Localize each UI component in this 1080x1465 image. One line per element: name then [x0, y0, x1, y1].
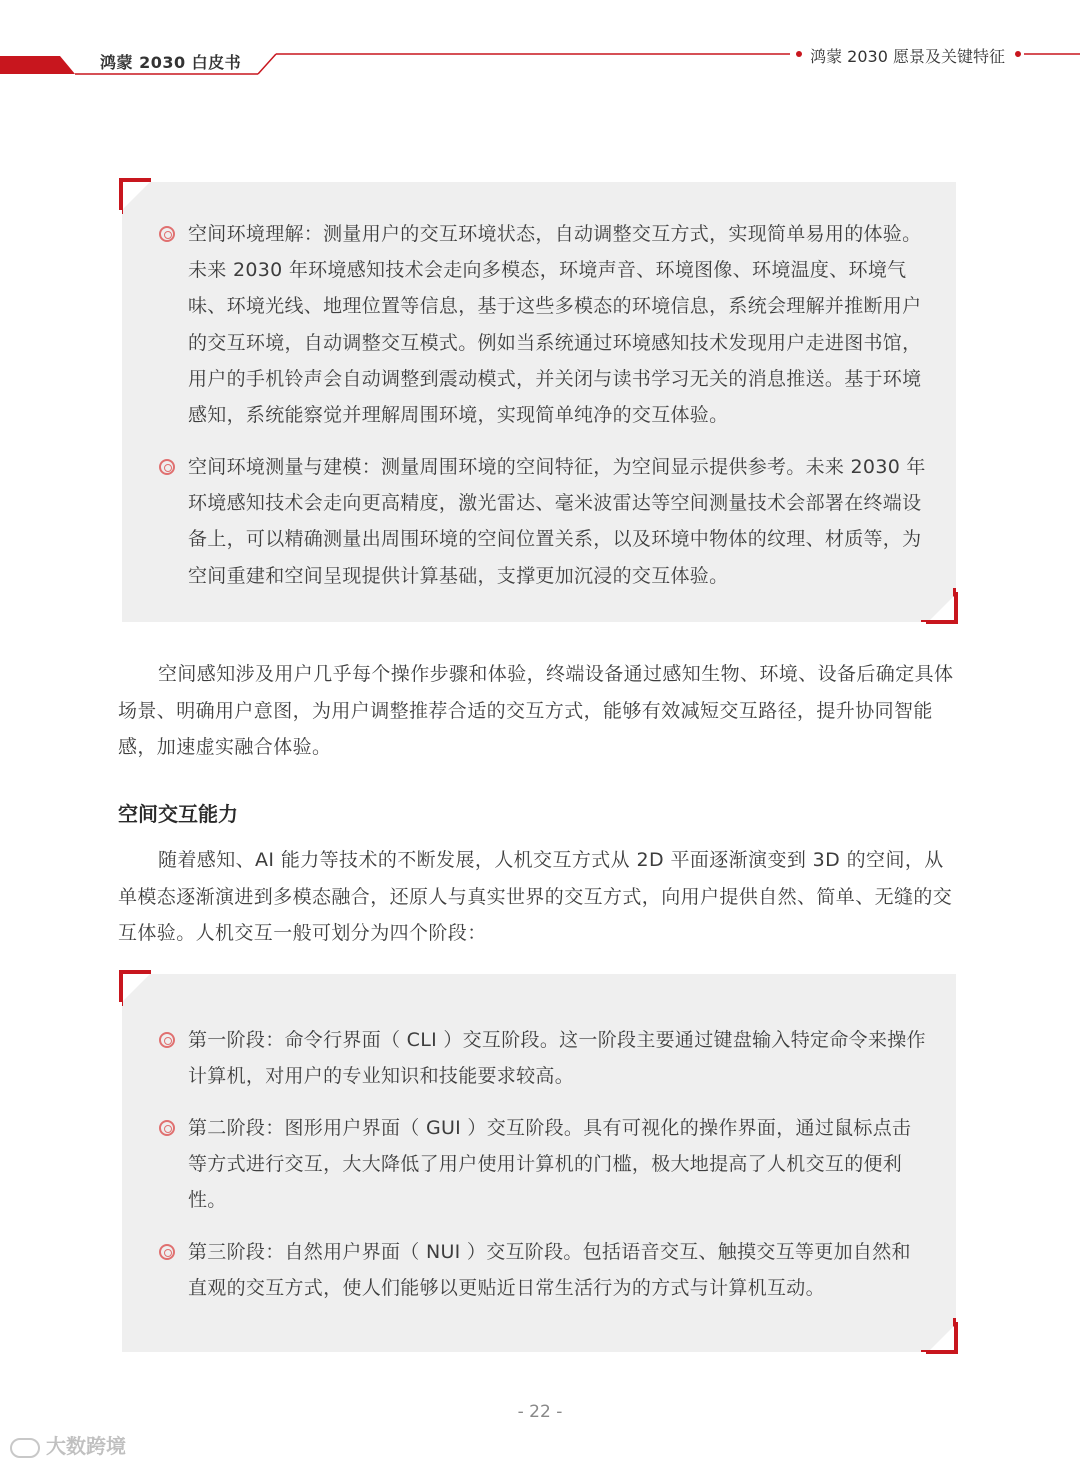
box-corner-bottom-right [926, 592, 958, 624]
watermark-logo-icon [10, 1438, 40, 1458]
body-paragraph: 空间感知涉及用户几乎每个操作步骤和体验，终端设备通过感知生物、环境、设备后确定具体场景、明确用户意图，为用户调整推荐合适的交互方式，能够有效减短交互路径，提升协同智能感，加速虚实融合体验。 [118, 663, 954, 758]
bullet-icon [159, 459, 175, 475]
watermark [10, 1430, 126, 1459]
bullet-icon [159, 1244, 175, 1260]
list-item: 空间环境理解：测量用户的交互环境状态，自动调整交互方式，实现简单易用的体验。未来 2030 年环境感知技术会走向多模态，环境声音、环境图像、环境温度、环境气味、环境光线、地理位置等信息，基于这些多模态的环境信息，系统会理解并推断用户的交互环境，自动调整交互模式。例如当系统通过环境感知技术发现用户走进图书馆，用户的手机铃声会自动调整到震动模式，并关闭与读书学习无关的消息推送。基于环境感知，系统能察觉并理解周围环境，实现简单纯净的交互体验。 [188, 223, 922, 427]
header-right-title: 鸿蒙 2030 愿景及关键特征 [810, 47, 1005, 66]
bullet-icon [159, 1120, 175, 1136]
section-heading: 空间交互能力 [118, 802, 238, 826]
box-corner-bottom-right [926, 1322, 958, 1354]
box-corner-top-left [119, 970, 151, 1002]
list-item: 第二阶段：图形用户界面（ GUI ）交互阶段。具有可视化的操作界面，通过鼠标点击等方式进行交互，大大降低了用户使用计算机的门槛，极大地提高了人机交互的便利性。 [188, 1117, 912, 1212]
body-paragraph: 随着感知、AI 能力等技术的不断发展，人机交互方式从 2D 平面逐渐演变到 3D 的空间，从单模态逐渐演进到多模态融合，还原人与真实世界的交互方式，向用户提供自然、简单、无缝的交互体验。人机交互一般可划分为四个阶段： [118, 849, 953, 944]
page-number: - 22 - [517, 1402, 563, 1422]
bullet-icon [159, 226, 175, 242]
watermark-text: 大数跨境 [46, 1434, 126, 1458]
list-item: 第三阶段：自然用户界面（ NUI ）交互阶段。包括语音交互、触摸交互等更加自然和直观的交互方式，使人们能够以更贴近日常生活行为的方式与计算机互动。 [188, 1241, 911, 1300]
header-left-title: 鸿蒙 2030 白皮书 [100, 53, 242, 72]
bullet-icon [159, 1032, 175, 1048]
page-header [0, 0, 1080, 90]
box-corner-top-left [119, 178, 151, 210]
list-item: 第一阶段：命令行界面（ CLI ）交互阶段。这一阶段主要通过键盘输入特定命令来操作计算机，对用户的专业知识和技能要求较高。 [188, 1029, 926, 1088]
list-item: 空间环境测量与建模：测量周围环境的空间特征，为空间显示提供参考。未来 2030 年环境感知技术会走向更高精度，激光雷达、毫米波雷达等空间测量技术会部署在终端设备上，可以精确测量出周围环境的空间位置关系，以及环境中物体的纹理、材质等，为空间重建和空间呈现提供计算基础，支撑更加沉浸的交互体验。 [188, 456, 926, 587]
